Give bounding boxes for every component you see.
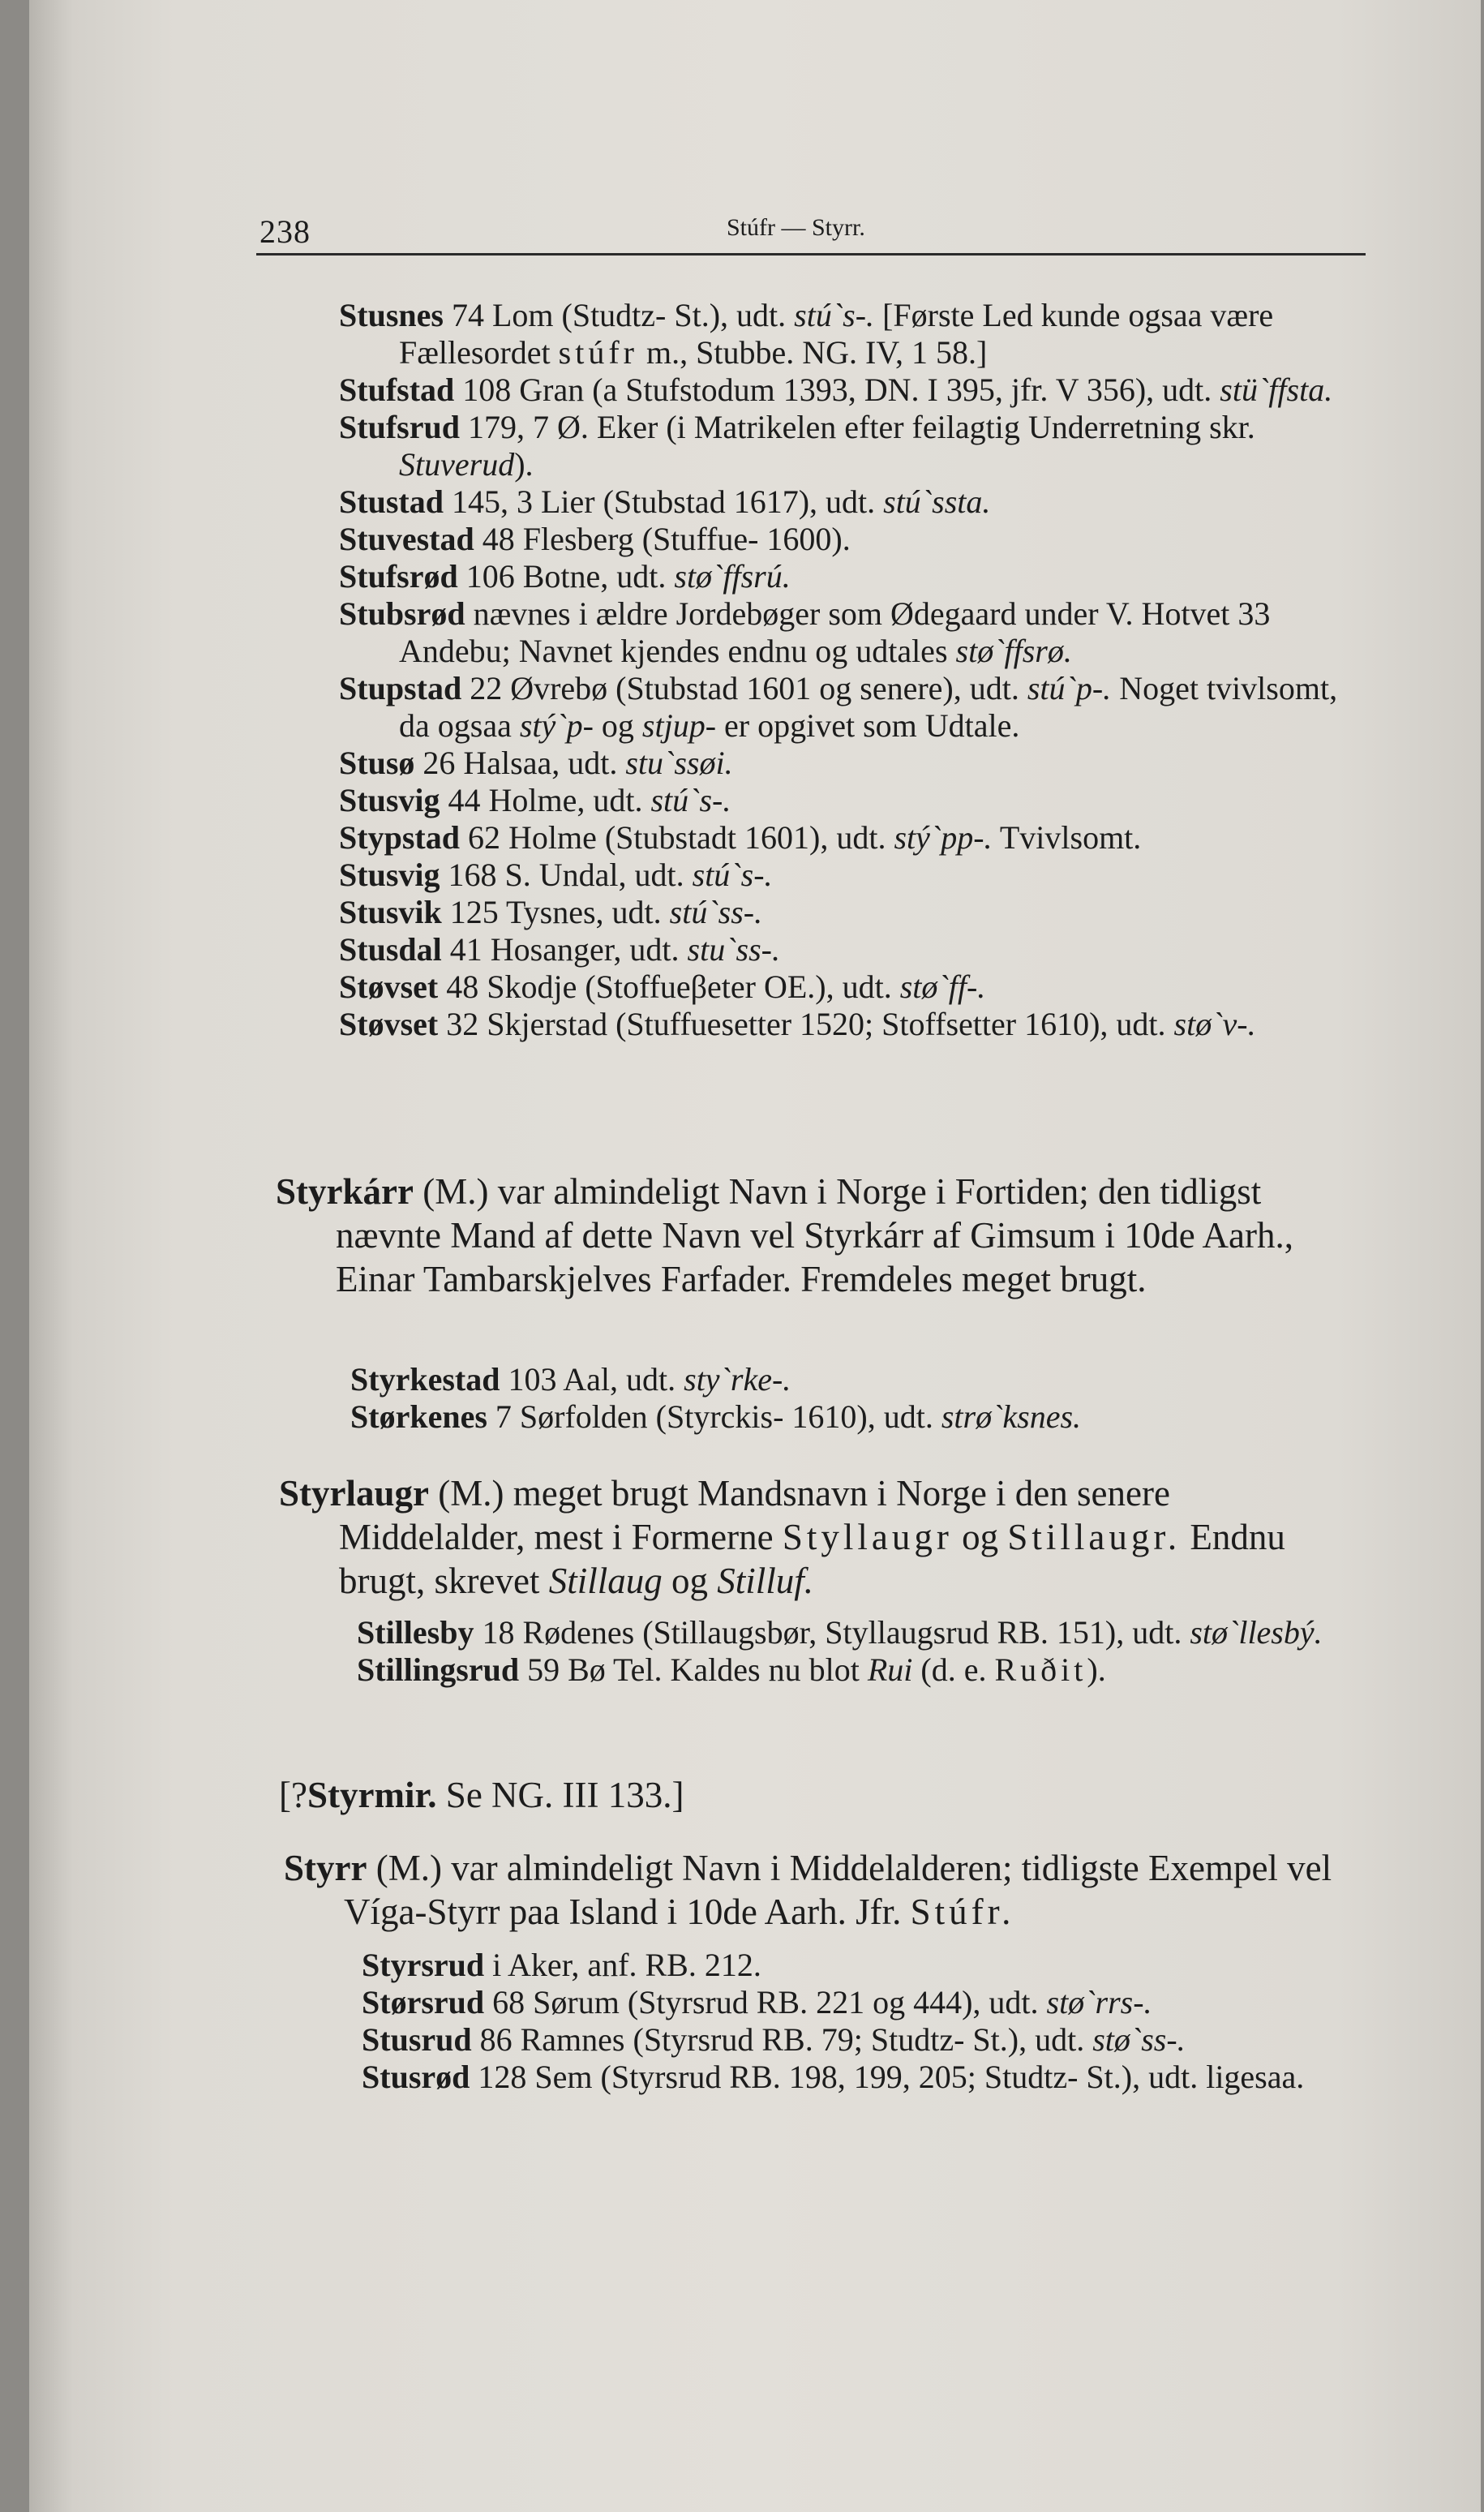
page-number: 238 — [259, 213, 311, 250]
pronunciation-text: Stillaug — [548, 1561, 663, 1601]
entry-paragraph — [339, 782, 1338, 819]
entry-text: ). — [514, 446, 534, 483]
headword: Støvset — [339, 968, 439, 1005]
entry-paragraph — [362, 2021, 1359, 2059]
entry-text: nævnes i ældre Jordebøger som Ødegaard under V. Hotvet 33 Andebu; Navnet kjendes endnu og udtales — [399, 595, 1271, 669]
entry-paragraph — [339, 521, 1338, 558]
entry-paragraph — [339, 931, 1338, 968]
headword: Stusvig — [339, 857, 440, 893]
pronunciation-text: stý`p- — [519, 707, 594, 744]
pronunciation-text: stú`ss-. — [669, 894, 763, 930]
pronunciation-text: stú`s-. — [692, 857, 773, 893]
entry-text: 103 Aal, udt. — [500, 1361, 684, 1398]
entry-text: 32 Skjerstad (Stuffuesetter 1520; Stoffsetter 1610), udt. — [438, 1006, 1174, 1042]
entry-text: og — [662, 1561, 718, 1601]
entry-paragraph — [276, 1170, 1354, 1301]
entry-paragraph — [339, 297, 1338, 371]
running-title: Stúfr — Styrr. — [727, 214, 865, 241]
pronunciation-text: stø`ff-. — [899, 968, 986, 1005]
entry-paragraph — [362, 2059, 1359, 2096]
entry-text: (M.) var almindeligt Navn i Norge i Fortiden; den tidligst nævnte Mand af dette Navn vel Styrkárr af Gimsum i 10de Aarh., Einar Tambarskjelves Farfader. Fremdeles meget brugt. — [336, 1171, 1293, 1299]
entry-text: i Aker, anf. RB. 212. — [484, 1947, 761, 1983]
pronunciation-text: strø`ksnes. — [941, 1398, 1082, 1435]
headword: Styrkárr — [276, 1171, 414, 1212]
pronunciation-text: stú`s-. — [650, 782, 731, 818]
entry-text: 7 Sørfolden (Styrckis- 1610), udt. — [487, 1398, 941, 1435]
entry-text: er opgivet som Udtale. — [716, 707, 1020, 744]
entry-paragraph — [339, 968, 1338, 1006]
pronunciation-text: stú`p-. — [1027, 670, 1112, 706]
pronunciation-text: stø`ss-. — [1092, 2021, 1186, 2058]
headword: Stusrød — [362, 2059, 470, 2095]
entry-text: 168 S. Undal, udt. — [440, 857, 693, 893]
headword: Stusvik — [339, 894, 442, 930]
entry-text: Noget tvivlsomt, da ogsaa — [399, 670, 1338, 744]
entry-text: (M.) var almindeligt Navn i Middelalderen; tidligste Exempel vel Víga-Styrr paa Island i 10de Aarh. Jfr. — [344, 1848, 1332, 1932]
entry-list-styrkarr — [350, 1361, 1348, 1436]
entry-text: og — [952, 1517, 1008, 1557]
entry-paragraph — [339, 483, 1338, 521]
spaced-name: Stúfr. — [910, 1892, 1015, 1932]
pronunciation-text: stø`v-. — [1173, 1006, 1256, 1042]
headword: Stuvestad — [339, 521, 474, 557]
entry-text: (d. e. — [912, 1651, 995, 1688]
headword: Stypstad — [339, 819, 460, 856]
entry-text: 125 Tysnes, udt. — [441, 894, 670, 930]
headword: Styrlaugr — [279, 1473, 429, 1514]
headword: Størsrud — [362, 1984, 485, 2020]
entry-paragraph — [357, 1651, 1354, 1689]
styrmir-text: Se NG. III 133.] — [436, 1775, 684, 1815]
pronunciation-text: stü`ffsta. — [1220, 371, 1333, 408]
entry-paragraph — [339, 670, 1338, 745]
headword: Styrkestad — [350, 1361, 500, 1398]
entry-text: 145, 3 Lier (Stubstad 1617), udt. — [443, 483, 884, 520]
headword: Stusø — [339, 745, 415, 781]
entry-list-styrlaugr — [357, 1614, 1354, 1689]
headword: Stupstad — [339, 670, 462, 706]
entry-paragraph — [350, 1398, 1348, 1436]
entry-text: ). — [1087, 1651, 1106, 1688]
pronunciation-text: sty`rke-. — [684, 1361, 791, 1398]
entry-text: 68 Sørum (Styrsrud RB. 221 og 444), udt. — [484, 1984, 1047, 2020]
article-styrlaugr — [279, 1471, 1357, 1603]
pronunciation-text: stø`ffsrú. — [674, 558, 791, 595]
entry-paragraph — [339, 894, 1338, 931]
headword: Størkenes — [350, 1398, 487, 1435]
entry-text: 41 Hosanger, udt. — [441, 931, 688, 968]
headword: Styrr — [284, 1848, 367, 1888]
entry-list-stufr — [339, 297, 1338, 1043]
article-styrkarr — [276, 1170, 1354, 1301]
entry-text: og — [593, 707, 642, 744]
pronunciation-text: stø`llesbý. — [1190, 1614, 1323, 1651]
entry-text: Endnu brugt, skrevet — [339, 1517, 1285, 1601]
entry-text: 108 Gran (a Stufstodum 1393, DN. I 395, jfr. V 356), udt. — [454, 371, 1220, 408]
entry-text: 44 Holme, udt. — [440, 782, 651, 818]
entry-paragraph — [339, 409, 1338, 483]
entry-text: 128 Sem (Styrsrud RB. 198, 199, 205; Studtz- St.), udt. ligesaa. — [470, 2059, 1305, 2095]
headword: Stusdal — [339, 931, 442, 968]
pronunciation-text: stú`ssta. — [883, 483, 991, 520]
spaced-name: Stillaugr. — [1007, 1517, 1182, 1557]
article-styrr — [284, 1846, 1362, 1934]
entry-paragraph — [339, 857, 1338, 894]
entry-text: m., Stubbe. NG. IV, 1 58.] — [638, 334, 988, 371]
pronunciation-text: stjup- — [641, 707, 717, 744]
headword: Styrsrud — [362, 1947, 485, 1983]
headword: Stustad — [339, 483, 444, 520]
entry-text: 179, 7 Ø. Eker (i Matrikelen efter feilagtig Underretning skr. — [459, 409, 1255, 445]
entry-paragraph — [339, 371, 1338, 409]
entry-paragraph — [339, 819, 1338, 857]
styrmir-headword: Styrmir. — [307, 1775, 437, 1815]
pronunciation-text: stý`pp-. — [894, 819, 993, 856]
headword: Stufsrød — [339, 558, 458, 595]
headword: Stusrud — [362, 2021, 472, 2058]
entry-text: 48 Skodje (Stoffueβeter OE.), udt. — [438, 968, 900, 1005]
headword: Stubsrød — [339, 595, 465, 632]
entry-paragraph — [362, 1984, 1359, 2021]
pronunciation-text: stø`rrs-. — [1046, 1984, 1152, 2020]
styrmir-prefix: [? — [279, 1775, 307, 1815]
entry-paragraph — [357, 1614, 1354, 1651]
entry-text: 48 Flesberg (Stuffue- 1600). — [474, 521, 851, 557]
entry-paragraph — [339, 1006, 1338, 1043]
article-styrmir — [279, 1773, 1357, 1817]
spaced-name: stúfr — [558, 334, 638, 371]
entry-text: 26 Halsaa, udt. — [414, 745, 626, 781]
entry-paragraph — [350, 1361, 1348, 1398]
entry-text: 62 Holme (Stubstadt 1601), udt. — [459, 819, 894, 856]
entry-text: (M.) meget brugt Mandsnavn i Norge i den senere Middelalder, mest i Formerne — [339, 1473, 1170, 1557]
headword: Stusnes — [339, 297, 444, 333]
entry-paragraph — [362, 1947, 1359, 1984]
entry-text: 22 Øvrebø (Stubstad 1601 og senere), udt. — [461, 670, 1027, 706]
entry-text: Tvivlsomt. — [992, 819, 1142, 856]
headword: Stufsrud — [339, 409, 460, 445]
entry-paragraph — [339, 558, 1338, 595]
entry-text: [Første Led kunde ogsaa være Fællesordet — [399, 297, 1274, 371]
entry-text: 106 Botne, udt. — [457, 558, 675, 595]
headword: Stillingsrud — [357, 1651, 520, 1688]
pronunciation-text: Rui — [867, 1651, 913, 1688]
entry-text: 18 Rødenes (Stillaugsbør, Styllaugsrud RB. 151), udt. — [474, 1614, 1190, 1651]
spaced-name: Styllaugr — [782, 1517, 953, 1557]
headword: Stillesby — [357, 1614, 474, 1651]
entry-text: 74 Lom (Studtz- St.), udt. — [443, 297, 795, 333]
entry-text: 59 Bø Tel. Kaldes nu blot — [519, 1651, 868, 1688]
entry-list-styrr — [362, 1947, 1359, 2096]
pronunciation-text: stu`ssøi. — [625, 745, 733, 781]
pronunciation-text: stø`ffsrø. — [955, 633, 1072, 669]
entry-paragraph — [279, 1471, 1357, 1603]
pronunciation-text: stú`s-. — [794, 297, 875, 333]
entry-text: 86 Ramnes (Styrsrud RB. 79; Studtz- St.), udt. — [471, 2021, 1093, 2058]
entry-paragraph — [339, 745, 1338, 782]
entry-paragraph — [284, 1846, 1362, 1934]
spaced-name: Ruðit — [994, 1651, 1087, 1688]
pronunciation-text: stu`ss-. — [687, 931, 780, 968]
pronunciation-text: Stuverud — [399, 446, 515, 483]
headword: Stusvig — [339, 782, 440, 818]
entry-paragraph — [339, 595, 1338, 670]
headword: Støvset — [339, 1006, 439, 1042]
headword: Stufstad — [339, 371, 455, 408]
pronunciation-text: Stilluf. — [717, 1561, 813, 1601]
